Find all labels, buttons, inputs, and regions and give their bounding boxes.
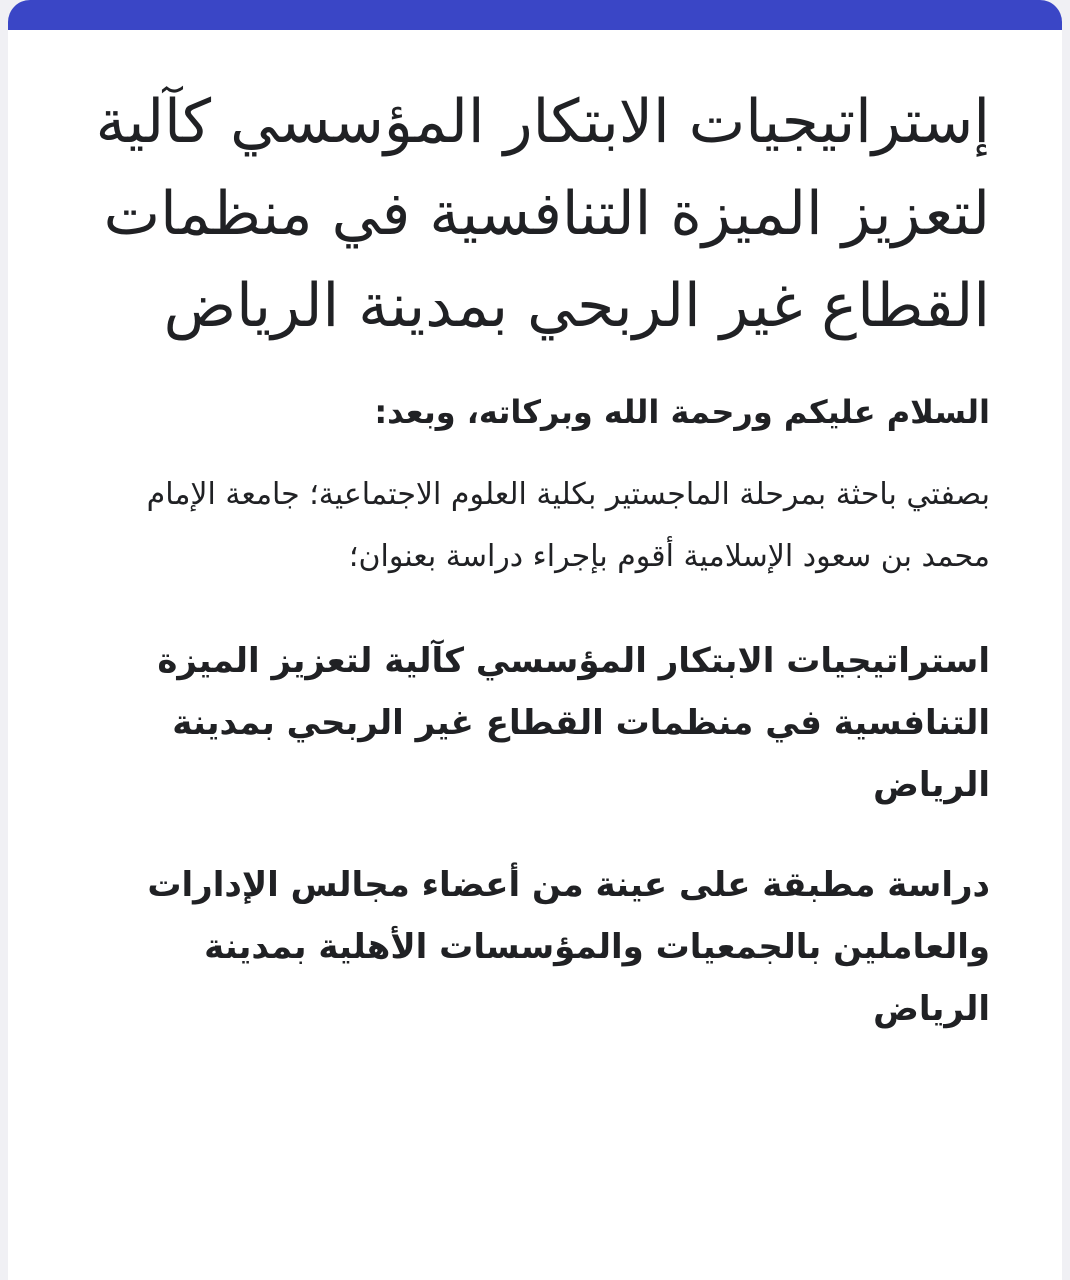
greeting-text: السلام عليكم ورحمة الله وبركاته، وبعد:: [374, 393, 990, 431]
form-title: إستراتيجيات الابتكار المؤسسي كآلية لتعزيز الميزة التنافسية في منظمات القطاع غير الربحي بمدينة الرياض: [95, 87, 990, 341]
study-title-text: استراتيجيات الابتكار المؤسسي كآلية لتعزيز الميزة التنافسية في منظمات القطاع غير الربحي بمدينة الرياض: [157, 641, 990, 805]
intro-text: بصفتي باحثة بمرحلة الماجستير بكلية العلوم الاجتماعية؛ جامعة الإمام محمد بن سعود الإسلامية أقوم بإجراء دراسة بعنوان؛: [146, 477, 990, 574]
study-sample-text: دراسة مطبقة على عينة من أعضاء مجالس الإدارات والعاملين بالجمعيات والمؤسسات الأهلية بمدينة الرياض: [147, 865, 990, 1029]
form-header-accent-bar: [8, 0, 1062, 30]
form-description: [80, 70, 990, 1040]
form-card: [8, 0, 1062, 1280]
